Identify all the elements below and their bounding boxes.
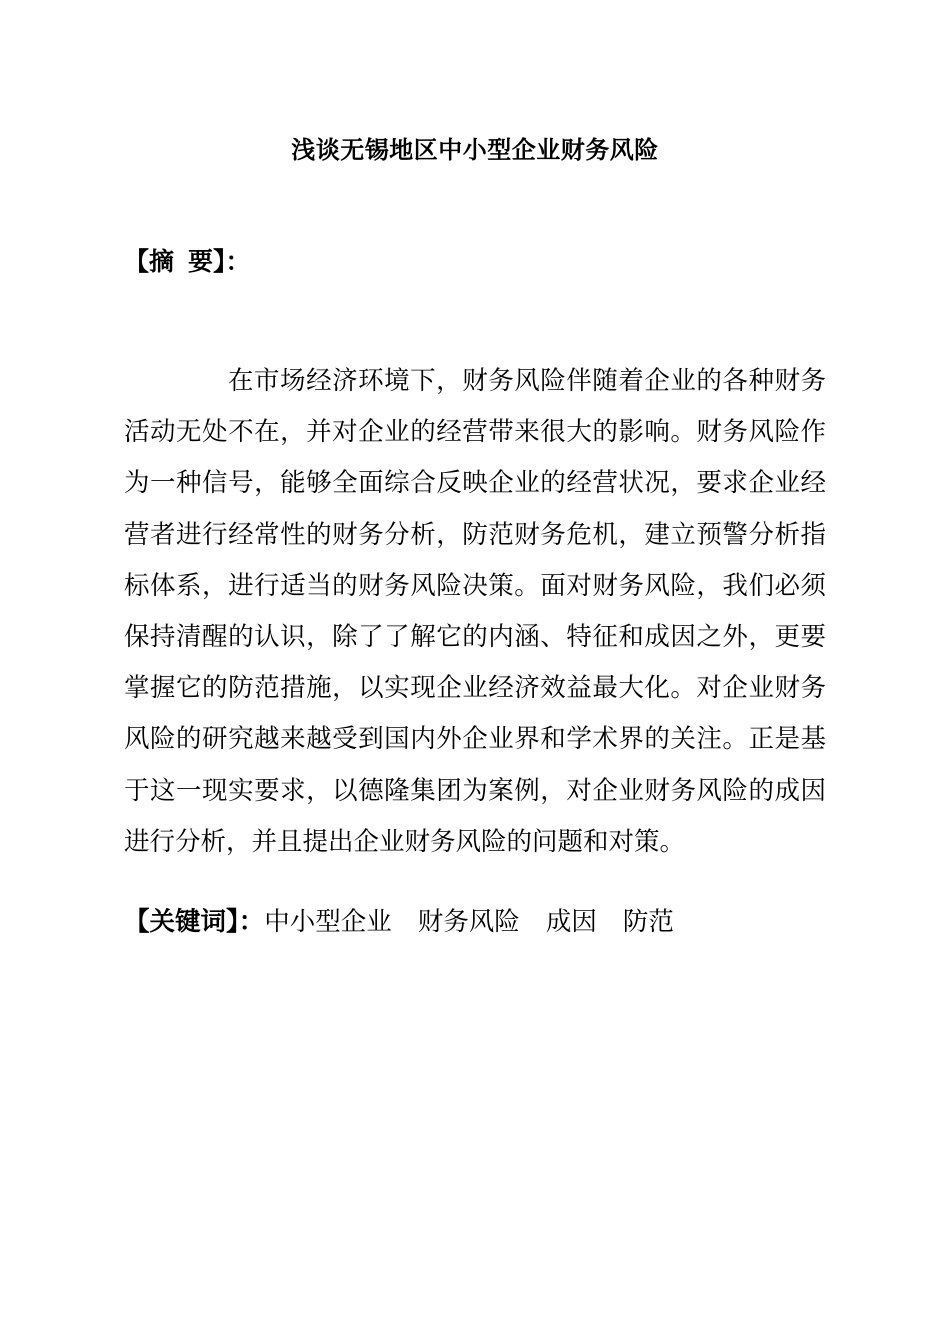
abstract-heading-open: 【摘	[124, 247, 175, 276]
keyword-item: 中小型企业	[264, 907, 392, 937]
keyword-item: 成因	[545, 907, 597, 937]
document-title: 浅谈无锡地区中小型企业财务风险	[291, 136, 659, 164]
keywords-label: 【关键词】	[124, 907, 239, 937]
abstract-body: 在市场经济环境下，财务风险伴随着企业的各种财务活动无处不在，并对企业的经营带来很大的影响。财务风险作为一种信号，能够全面综合反映企业的经营状况，要求企业经营者进行经常性的财务分析，防范财务危机，建立预警分析指标体系，进行适当的财务风险决策。面对财务风险，我们必须保持清醒的认识，除了了解它的内涵、特征和成因之外，更要掌握它的防范措施，以实现企业经济效益最大化。对企业财务风险的研究越来越受到国内外企业界和学术界的关注。正是基于这一现实要求，以德隆集团为案例，对企业财务风险的成因进行分析，并且提出企业财务风险的问题和对策。	[124, 366, 826, 857]
keywords-colon: ：	[238, 907, 265, 937]
keyword-item: 防范	[622, 907, 674, 937]
abstract-heading-close: 要】	[188, 247, 226, 276]
abstract-heading	[124, 244, 251, 280]
keywords-line	[124, 902, 700, 942]
abstract-heading-colon: ：	[225, 247, 251, 276]
keyword-item: 财务风险	[417, 907, 520, 937]
